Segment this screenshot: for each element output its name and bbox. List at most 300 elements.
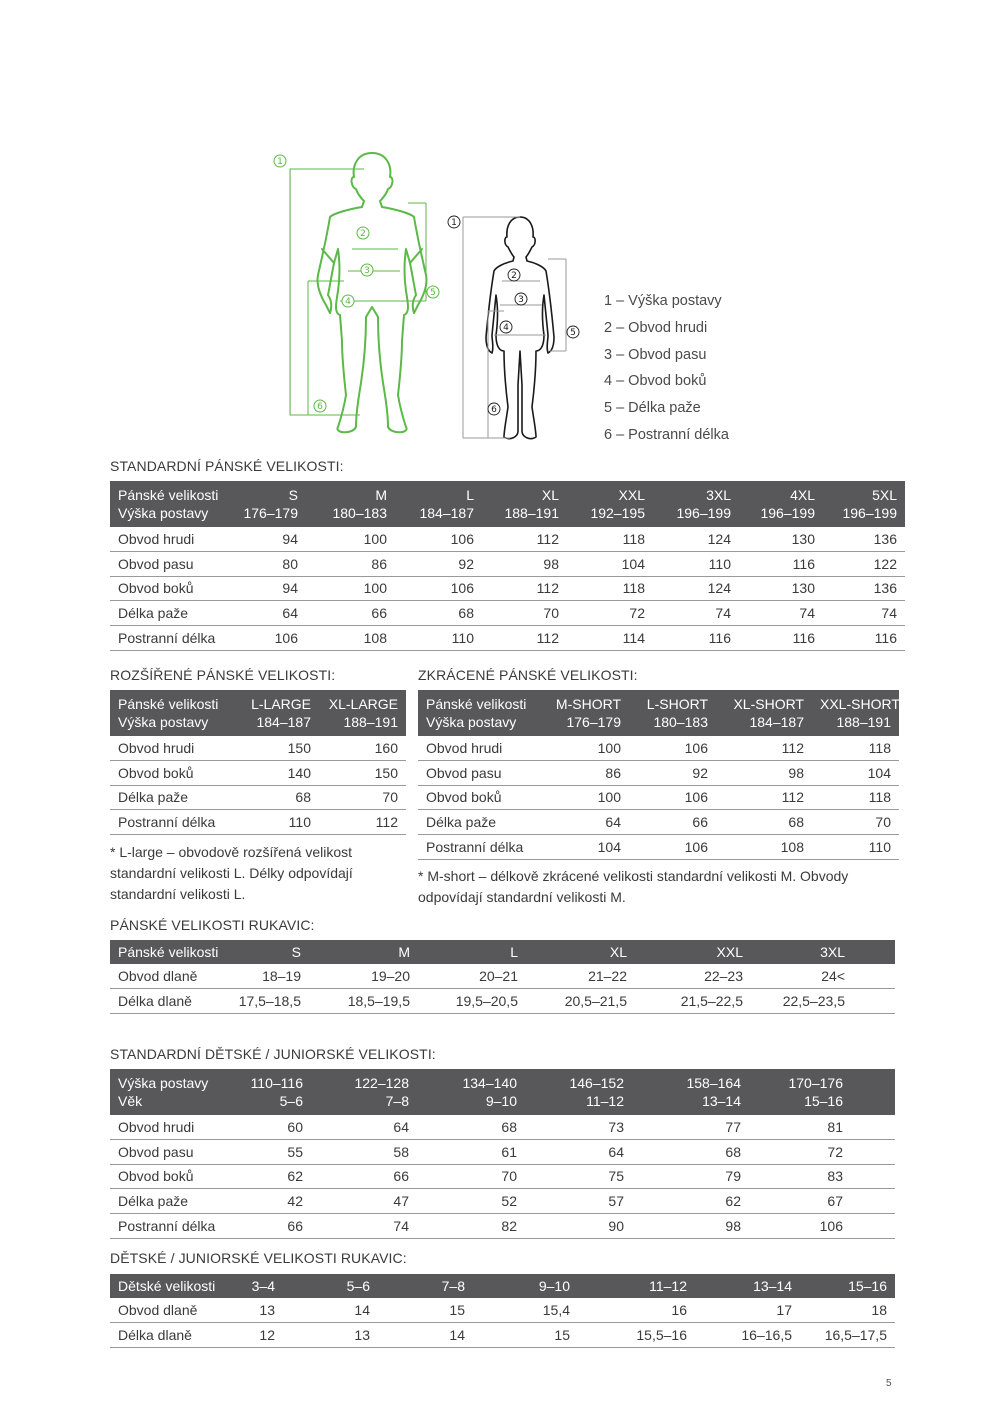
table-cell: 110 <box>812 835 899 860</box>
table-row <box>418 835 899 860</box>
table-cell: 70 <box>417 1164 525 1189</box>
table-row <box>110 810 406 835</box>
table-row <box>418 736 899 760</box>
table-cell: 136 <box>823 576 905 601</box>
row-label: Obvod boků <box>110 760 226 785</box>
table-cell: 86 <box>536 760 629 785</box>
header-text: 11–12 <box>649 1278 687 1294</box>
table-cell: 106 <box>629 835 716 860</box>
table-cell: 13 <box>283 1322 378 1347</box>
header-text: XXL <box>716 944 743 960</box>
legend-item: 2 – Obvod hrudi <box>604 319 708 336</box>
header-text: 5XL <box>872 487 897 503</box>
row-label: Postranní délka <box>110 810 226 835</box>
table-cell: 83 <box>749 1164 851 1189</box>
header-text: Výška postavy <box>426 714 517 730</box>
header-text: 3XL <box>820 944 845 960</box>
row-label: Obvod boků <box>110 1164 221 1189</box>
size-header <box>395 481 482 527</box>
table-cell: 16,5–17,5 <box>800 1322 895 1347</box>
table-cell: 15 <box>473 1322 578 1347</box>
table-cell: 18–19 <box>221 964 309 988</box>
table-cell: 15 <box>378 1298 473 1322</box>
size-header <box>653 481 739 527</box>
row-label: Obvod boků <box>110 576 223 601</box>
child-marker-4: 4 <box>503 323 509 333</box>
table-cell: 112 <box>319 810 406 835</box>
table-row <box>418 785 899 810</box>
table-cell: 77 <box>632 1115 749 1139</box>
row-label: Délka paže <box>110 1189 221 1214</box>
row-label: Délka paže <box>110 785 226 810</box>
child-marker-2: 2 <box>511 271 517 281</box>
table-cell: 18,5–19,5 <box>309 988 418 1013</box>
table-cell: 108 <box>306 626 395 651</box>
measurement-legend <box>604 288 729 449</box>
table-header <box>110 1274 895 1298</box>
table-cell-empty <box>851 1189 895 1214</box>
standard-size-table <box>110 481 905 651</box>
table-row <box>110 760 406 785</box>
table-cell: 74 <box>311 1214 417 1239</box>
header-text: Pánské velikosti <box>118 696 219 712</box>
table-cell: 106 <box>223 626 306 651</box>
row-label: Obvod pasu <box>418 760 536 785</box>
header-text: XL-SHORT <box>733 696 804 712</box>
table-cell: 22,5–23,5 <box>751 988 853 1013</box>
page-number: 5 <box>886 1378 892 1389</box>
marker-5: 5 <box>430 288 436 298</box>
header-text: M <box>375 487 387 503</box>
table-cell: 18 <box>800 1298 895 1322</box>
table-cell: 94 <box>223 527 306 551</box>
table-cell: 75 <box>525 1164 632 1189</box>
table-cell: 20–21 <box>418 964 526 988</box>
table-cell: 110 <box>226 810 319 835</box>
table-cell: 80 <box>223 551 306 576</box>
header-text: 5–6 <box>346 1278 370 1294</box>
header-text: XL-LARGE <box>328 696 398 712</box>
child-marker-labels <box>451 218 576 415</box>
table-cell: 98 <box>632 1214 749 1239</box>
table-cell: 62 <box>632 1189 749 1214</box>
table-cell: 22–23 <box>635 964 751 988</box>
header-text: 184–187 <box>749 714 804 730</box>
table-cell: 118 <box>812 785 899 810</box>
table-cell: 92 <box>629 760 716 785</box>
size-header <box>311 1069 417 1115</box>
header-text: L-LARGE <box>251 696 311 712</box>
header-text: 196–199 <box>760 505 815 521</box>
header-text: 176–179 <box>243 505 298 521</box>
table-row <box>110 1139 895 1164</box>
table-cell: 112 <box>482 527 567 551</box>
table-cell: 98 <box>482 551 567 576</box>
header-label <box>418 690 536 736</box>
table-cell: 68 <box>417 1115 525 1139</box>
size-header <box>309 940 418 964</box>
table-cell: 116 <box>653 626 739 651</box>
header-text: M-SHORT <box>555 696 621 712</box>
table-cell: 66 <box>221 1214 311 1239</box>
child-measurement-guides <box>463 217 566 438</box>
table-cell: 70 <box>319 785 406 810</box>
table-cell: 15,5–16 <box>578 1322 695 1347</box>
header-text: 13–14 <box>702 1093 741 1109</box>
size-header <box>306 481 395 527</box>
table-cell: 130 <box>739 527 823 551</box>
table-header <box>110 940 895 964</box>
header-text: M <box>398 944 410 960</box>
extended-size-table <box>110 690 406 835</box>
table-cell: 62 <box>221 1164 311 1189</box>
table-cell: 140 <box>226 760 319 785</box>
header-text: L-SHORT <box>646 696 708 712</box>
table-cell: 16 <box>578 1298 695 1322</box>
size-header <box>221 1069 311 1115</box>
header-text: 15–16 <box>804 1093 843 1109</box>
header-text: 188–191 <box>343 714 398 730</box>
table-cell: 12 <box>225 1322 283 1347</box>
table-cell-empty <box>853 964 895 988</box>
table-row <box>110 988 895 1013</box>
table-cell: 112 <box>716 736 812 760</box>
table-cell: 110 <box>395 626 482 651</box>
short-note: * M-short – délkově zkrácené velikosti standardní velikosti M. Obvody odpovídají standardní velikosti M. <box>418 868 849 905</box>
row-label: Obvod pasu <box>110 551 223 576</box>
row-label: Postranní délka <box>110 1214 221 1239</box>
size-header <box>800 1274 895 1298</box>
child-marker-5: 5 <box>570 328 576 338</box>
table-cell: 106 <box>629 736 716 760</box>
row-label: Obvod dlaně <box>110 1298 225 1322</box>
table-cell: 106 <box>629 785 716 810</box>
table-cell: 82 <box>417 1214 525 1239</box>
header-text: 188–191 <box>836 714 891 730</box>
size-header <box>473 1274 578 1298</box>
table-cell: 116 <box>823 626 905 651</box>
header-label <box>110 690 226 736</box>
table-cell: 124 <box>653 576 739 601</box>
child-marker-6: 6 <box>491 405 497 415</box>
table-cell: 13 <box>225 1298 283 1322</box>
table-cell: 94 <box>223 576 306 601</box>
size-header <box>567 481 653 527</box>
table-cell: 47 <box>311 1189 417 1214</box>
header-text: XL <box>541 487 559 503</box>
table-cell: 17 <box>695 1298 800 1322</box>
marker-6: 6 <box>317 402 323 412</box>
header-text: 3–4 <box>251 1278 275 1294</box>
adult-figure-icon <box>317 153 426 432</box>
table-cell: 66 <box>629 810 716 835</box>
header-text: 110–116 <box>250 1075 303 1091</box>
child-marker-3: 3 <box>518 295 524 305</box>
kids-gloves-title: DĚTSKÉ / JUNIORSKÉ VELIKOSTI RUKAVIC: <box>110 1250 407 1266</box>
table-cell: 100 <box>306 576 395 601</box>
size-header <box>378 1274 473 1298</box>
table-cell: 106 <box>749 1214 851 1239</box>
marker-4: 4 <box>345 297 351 307</box>
row-label: Obvod hrudi <box>110 527 223 551</box>
table-cell: 14 <box>283 1298 378 1322</box>
legend-item: 3 – Obvod pasu <box>604 346 707 363</box>
table-row <box>110 576 905 601</box>
extended-note: * L-large – obvodově rozšířená velikost standardní velikosti L. Délky odpovídají standardní velikosti L. <box>110 844 353 902</box>
header-text: L <box>510 944 518 960</box>
table-row <box>110 601 905 626</box>
size-header <box>823 481 905 527</box>
header-text: 15–16 <box>848 1278 887 1294</box>
kids-title: STANDARDNÍ DĚTSKÉ / JUNIORSKÉ VELIKOSTI: <box>110 1046 436 1062</box>
header-text: 196–199 <box>842 505 897 521</box>
marker-2: 2 <box>360 229 366 239</box>
table-row <box>110 736 406 760</box>
table-cell: 136 <box>823 527 905 551</box>
size-header <box>319 690 406 736</box>
table-cell: 110 <box>653 551 739 576</box>
size-header <box>578 1274 695 1298</box>
header-text: 184–187 <box>256 714 311 730</box>
table-cell: 114 <box>567 626 653 651</box>
marker-3: 3 <box>364 266 370 276</box>
kids-gloves-size-table <box>110 1274 895 1348</box>
table-row <box>418 810 899 835</box>
table-cell: 72 <box>567 601 653 626</box>
size-header <box>629 690 716 736</box>
table-row <box>110 1298 895 1322</box>
size-header <box>226 690 319 736</box>
header-text: 9–10 <box>538 1278 570 1294</box>
row-label: Délka dlaně <box>110 1322 225 1347</box>
table-cell: 66 <box>306 601 395 626</box>
header-text: Pánské velikosti <box>118 944 219 960</box>
header-text: 11–12 <box>586 1093 624 1109</box>
header-label <box>110 940 221 964</box>
header-text: 146–152 <box>569 1075 624 1091</box>
short-title: ZKRÁCENÉ PÁNSKÉ VELIKOSTI: <box>418 667 638 683</box>
table-cell: 20,5–21,5 <box>526 988 635 1013</box>
header-text: Výška postavy <box>118 505 209 521</box>
size-header <box>739 481 823 527</box>
header-text: XL <box>609 944 627 960</box>
table-cell: 98 <box>716 760 812 785</box>
row-label: Délka paže <box>110 601 223 626</box>
table-cell: 70 <box>812 810 899 835</box>
table-cell: 57 <box>525 1189 632 1214</box>
table-cell: 100 <box>536 785 629 810</box>
table-cell: 124 <box>653 527 739 551</box>
header-label <box>110 1069 221 1115</box>
table-cell: 60 <box>221 1115 311 1139</box>
table-cell: 66 <box>311 1164 417 1189</box>
table-cell: 104 <box>812 760 899 785</box>
row-label: Délka paže <box>418 810 536 835</box>
header-text: 170–176 <box>788 1075 843 1091</box>
extended-title: ROZŠÍŘENÉ PÁNSKÉ VELIKOSTI: <box>110 667 336 683</box>
row-label: Postranní délka <box>110 626 223 651</box>
header-text: 158–164 <box>686 1075 741 1091</box>
table-cell: 104 <box>567 551 653 576</box>
size-header <box>221 940 309 964</box>
table-cell: 64 <box>311 1115 417 1139</box>
table-header <box>110 690 406 736</box>
table-cell: 122 <box>823 551 905 576</box>
short-size-table <box>418 690 899 860</box>
header-text: Výška postavy <box>118 1075 209 1091</box>
size-header <box>749 1069 851 1115</box>
header-text: 7–8 <box>441 1278 465 1294</box>
table-header <box>418 690 899 736</box>
table-cell: 68 <box>226 785 319 810</box>
row-label: Obvod dlaně <box>110 964 221 988</box>
size-header <box>695 1274 800 1298</box>
table-cell: 112 <box>482 626 567 651</box>
table-row <box>110 1115 895 1139</box>
child-markers <box>448 216 579 415</box>
row-label: Obvod hrudi <box>418 736 536 760</box>
table-cell: 21,5–22,5 <box>635 988 751 1013</box>
header-text: S <box>291 944 301 960</box>
table-cell: 100 <box>536 736 629 760</box>
table-cell: 112 <box>482 576 567 601</box>
table-cell: 16–16,5 <box>695 1322 800 1347</box>
header-label <box>110 1274 225 1298</box>
table-row <box>110 964 895 988</box>
table-cell: 64 <box>525 1139 632 1164</box>
table-row <box>110 626 905 651</box>
header-text: Výška postavy <box>118 714 209 730</box>
header-text: 7–8 <box>385 1093 409 1109</box>
table-cell: 150 <box>319 760 406 785</box>
size-header <box>482 481 567 527</box>
table-cell: 104 <box>536 835 629 860</box>
gloves-size-table <box>110 940 895 1014</box>
table-cell-empty <box>851 1115 895 1139</box>
table-row <box>418 760 899 785</box>
table-cell-empty <box>851 1214 895 1239</box>
table-cell: 92 <box>395 551 482 576</box>
size-header <box>418 940 526 964</box>
header-text: 184–187 <box>419 505 474 521</box>
table-cell-empty <box>851 1139 895 1164</box>
marker-1: 1 <box>277 157 283 167</box>
table-cell: 67 <box>749 1189 851 1214</box>
header-text: L <box>466 487 474 503</box>
table-row <box>110 1164 895 1189</box>
size-header <box>525 1069 632 1115</box>
table-cell: 24< <box>751 964 853 988</box>
row-label: Obvod pasu <box>110 1139 221 1164</box>
table-cell: 42 <box>221 1189 311 1214</box>
kids-size-table <box>110 1069 895 1239</box>
table-row <box>110 551 905 576</box>
header-text: XXL-SHORT <box>820 696 900 712</box>
header-text: 4XL <box>790 487 815 503</box>
table-row <box>110 1189 895 1214</box>
header-text: Dětské velikosti <box>118 1278 216 1294</box>
legend-item: 1 – Výška postavy <box>604 293 722 309</box>
table-cell: 15,4 <box>473 1298 578 1322</box>
header-text: 192–195 <box>590 505 645 521</box>
table-cell-empty <box>853 988 895 1013</box>
table-cell: 72 <box>749 1139 851 1164</box>
table-cell: 61 <box>417 1139 525 1164</box>
table-header <box>110 1069 895 1115</box>
legend-item: 6 – Postranní délka <box>604 426 729 443</box>
table-cell: 52 <box>417 1189 525 1214</box>
table-cell: 74 <box>739 601 823 626</box>
table-cell: 68 <box>716 810 812 835</box>
row-label: Délka dlaně <box>110 988 221 1013</box>
table-cell: 118 <box>567 527 653 551</box>
table-cell: 74 <box>653 601 739 626</box>
table-cell: 116 <box>739 626 823 651</box>
table-cell: 118 <box>567 576 653 601</box>
table-cell: 81 <box>749 1115 851 1139</box>
table-cell: 68 <box>395 601 482 626</box>
row-label: Obvod hrudi <box>110 1115 221 1139</box>
header-spacer <box>853 940 895 964</box>
header-text: 13–14 <box>753 1278 792 1294</box>
header-text: 122–128 <box>354 1075 409 1091</box>
table-cell: 55 <box>221 1139 311 1164</box>
header-text: Pánské velikosti <box>426 696 527 712</box>
table-cell: 150 <box>226 736 319 760</box>
header-text: 3XL <box>706 487 731 503</box>
table-cell: 118 <box>812 736 899 760</box>
legend-item: 4 – Obvod boků <box>604 373 707 390</box>
table-row <box>110 1214 895 1239</box>
header-text: 188–191 <box>504 505 559 521</box>
table-cell: 17,5–18,5 <box>221 988 309 1013</box>
size-header <box>812 690 899 736</box>
header-text: 180–183 <box>653 714 708 730</box>
gloves-title: PÁNSKÉ VELIKOSTI RUKAVIC: <box>110 917 315 933</box>
standard-title: STANDARDNÍ PÁNSKÉ VELIKOSTI: <box>110 458 344 474</box>
table-cell: 160 <box>319 736 406 760</box>
row-label: Postranní délka <box>418 835 536 860</box>
header-text: S <box>288 487 298 503</box>
size-header <box>716 690 812 736</box>
legend-item: 5 – Délka paže <box>604 400 701 417</box>
table-cell: 74 <box>823 601 905 626</box>
header-text: 176–179 <box>566 714 621 730</box>
table-cell: 70 <box>482 601 567 626</box>
size-header <box>225 1274 283 1298</box>
table-cell: 19,5–20,5 <box>418 988 526 1013</box>
table-cell: 14 <box>378 1322 473 1347</box>
table-cell: 21–22 <box>526 964 635 988</box>
header-text: 196–199 <box>676 505 731 521</box>
header-text: Věk <box>118 1093 143 1109</box>
table-cell: 68 <box>632 1139 749 1164</box>
table-cell: 106 <box>395 527 482 551</box>
header-text: 134–140 <box>462 1075 517 1091</box>
size-header <box>526 940 635 964</box>
header-text: 9–10 <box>485 1093 517 1109</box>
size-header <box>635 940 751 964</box>
table-cell: 100 <box>306 527 395 551</box>
table-cell: 106 <box>395 576 482 601</box>
row-label: Obvod hrudi <box>110 736 226 760</box>
header-spacer <box>851 1069 895 1115</box>
table-cell: 58 <box>311 1139 417 1164</box>
table-row <box>110 1322 895 1347</box>
table-header <box>110 481 905 527</box>
size-header <box>632 1069 749 1115</box>
table-row <box>110 785 406 810</box>
